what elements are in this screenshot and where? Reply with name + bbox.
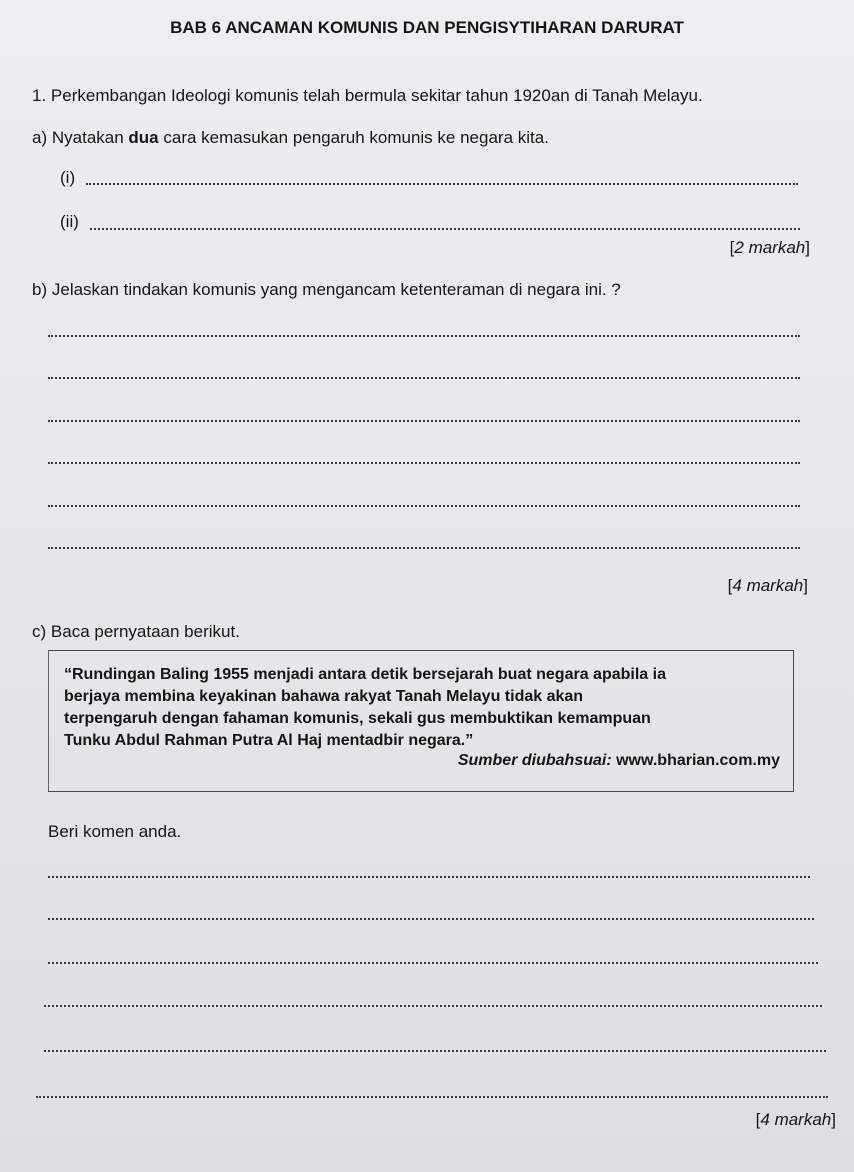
answer-line-b2[interactable] xyxy=(48,377,800,379)
answer-line-b4[interactable] xyxy=(48,462,800,464)
part-a-label: a) xyxy=(32,128,48,147)
page-title: BAB 6 ANCAMAN KOMUNIS DAN PENGISYTIHARAN DARURAT xyxy=(170,18,684,37)
answer-line-a1[interactable] xyxy=(86,183,798,185)
quote-line: “Rundingan Baling 1955 menjadi antara detik bersejarah buat negara apabila ia xyxy=(64,666,666,683)
part-c-question xyxy=(32,622,240,642)
quote-source xyxy=(458,752,780,770)
part-c-label: c) xyxy=(32,622,47,641)
answer-line-b3[interactable] xyxy=(48,420,800,422)
quote-line: terpengaruh dengan fahaman komunis, sekali gus membuktikan kemampuan xyxy=(64,710,651,727)
answer-line-a2[interactable] xyxy=(90,228,800,230)
part-a-item-label: (i) xyxy=(60,168,76,187)
quote-line: Tunku Abdul Rahman Putra Al Haj mentadbir negara.” xyxy=(64,732,474,749)
part-b-question xyxy=(32,280,621,300)
part-a-text-bold: dua xyxy=(128,128,159,147)
part-a-marks: [2 markah] xyxy=(729,238,810,257)
question-number: 1. xyxy=(32,86,47,105)
source-url: www.bharian.com.my xyxy=(616,752,780,769)
part-b-marks: [4 markah] xyxy=(727,576,808,595)
answer-line-b1[interactable] xyxy=(48,335,800,337)
answer-line-b5[interactable] xyxy=(48,505,800,507)
answer-line-c1[interactable] xyxy=(48,876,810,878)
question-1 xyxy=(32,86,703,106)
answer-line-b6[interactable] xyxy=(48,547,800,549)
answer-line-c5[interactable] xyxy=(44,1050,826,1052)
part-a-question xyxy=(32,128,549,148)
part-a-text-pre: Nyatakan xyxy=(51,128,129,147)
part-c-prompt: Beri komen anda. xyxy=(48,822,182,841)
part-c-text: Baca pernyataan berikut. xyxy=(50,622,240,641)
answer-line-c3[interactable] xyxy=(48,962,818,964)
answer-line-c4[interactable] xyxy=(44,1005,822,1007)
part-a-item-label: (ii) xyxy=(60,212,79,231)
part-a-text-post: cara kemasukan pengaruh komunis ke negara kita. xyxy=(158,128,549,147)
part-b-label: b) xyxy=(32,280,48,299)
part-c-marks: [4 markah] xyxy=(755,1110,836,1129)
part-b-text: Jelaskan tindakan komunis yang mengancam ketenteraman di negara ini. ? xyxy=(51,280,621,299)
question-text: Perkembangan Ideologi komunis telah bermula sekitar tahun 1920an di Tanah Melayu. xyxy=(50,86,703,105)
answer-line-c2[interactable] xyxy=(48,918,814,920)
answer-line-c6[interactable] xyxy=(36,1096,828,1098)
source-label: Sumber diubahsuai: xyxy=(457,752,612,769)
quote-line: berjaya membina keyakinan bahawa rakyat Tanah Melayu tidak akan xyxy=(64,688,584,705)
